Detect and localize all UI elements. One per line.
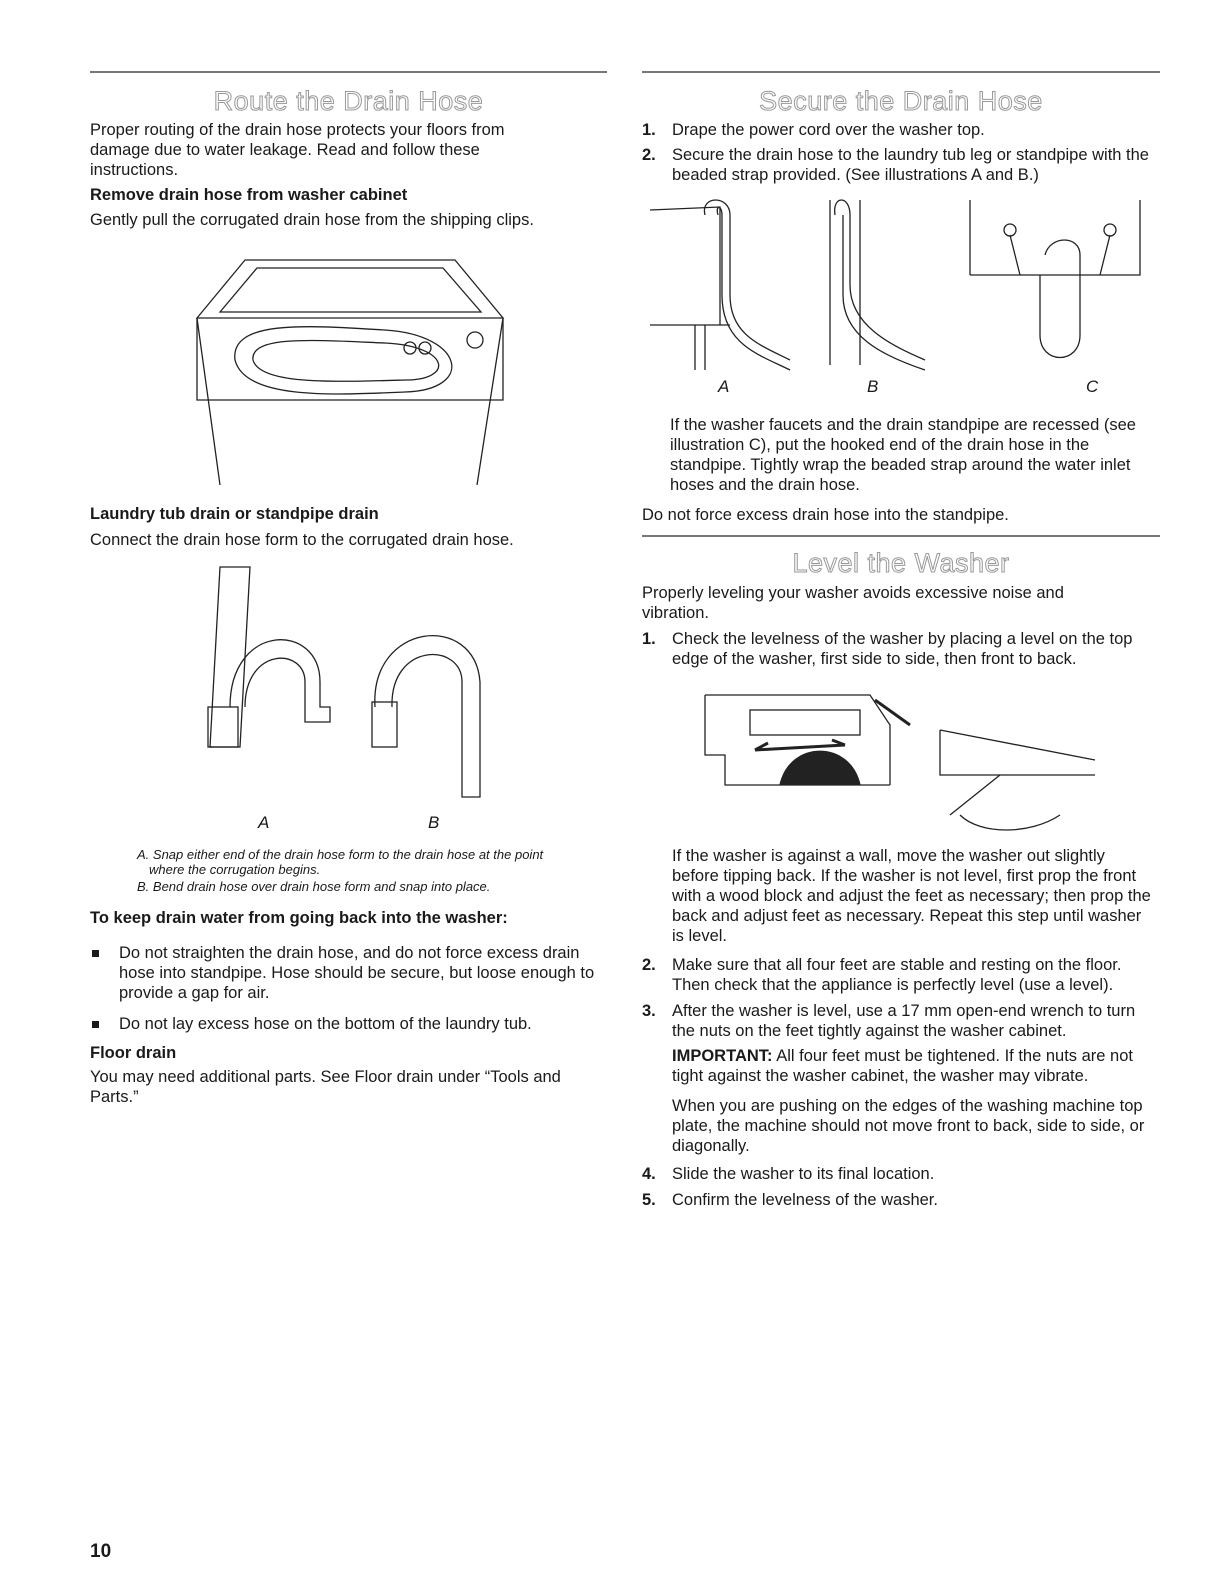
keep-heading: To keep drain water from going back into the washer: [90, 909, 508, 927]
step-text: After the washer is level, use a 17 mm open-end wrench to turn the nuts on the feet tightly against the washer cabinet. [672, 1002, 1136, 1040]
important-label: IMPORTANT: [672, 1047, 773, 1065]
bullet-icon [92, 950, 99, 957]
caption-a: A. Snap either end of the drain hose form to the drain hose at the point where the corrugation begins. [137, 847, 544, 877]
step-text: Confirm the levelness of the washer. [672, 1191, 938, 1209]
step-number: 2. [642, 146, 656, 164]
remove-text: Gently pull the corrugated drain hose from the shipping clips. [90, 211, 534, 229]
floor-text: You may need additional parts. See Floor drain under “Tools and Parts.” [90, 1068, 561, 1106]
level-washer-illustration [700, 685, 1100, 845]
tub-heading: Laundry tub drain or standpipe drain [90, 505, 379, 523]
step-number: 4. [642, 1165, 656, 1183]
section-divider [642, 535, 1160, 537]
wall-text: If the washer is against a wall, move the washer out slightly before tipping back. If the washer is not level, first prop the front with a wood block and adjust the feet as necessary; then prop the back and adjust feet as necessary. Repeat this step until washer is level. [672, 847, 1151, 945]
figure-label-a: A [718, 377, 730, 396]
bullet-icon [92, 1021, 99, 1028]
recessed-text: If the washer faucets and the drain standpipe are recessed (see illustration C), put the hooked end of the drain hose in the standpipe. Tightly wrap the beaded strap around the water inlet hoses and the drain hose. [670, 416, 1136, 494]
step-text: Check the levelness of the washer by placing a level on the top edge of the washer, first side to side, then front to back. [672, 630, 1133, 668]
secure-heading: Secure the Drain Hose [759, 86, 1043, 116]
secure-hose-illustrations [650, 195, 1160, 375]
route-intro: Proper routing of the drain hose protects your floors from damage due to water leakage. Read and follow these instructions. [90, 121, 505, 179]
section-divider [642, 71, 1160, 73]
figure-label-a: A [258, 813, 270, 832]
step-number: 3. [642, 1002, 656, 1020]
step-text: Slide the washer to its final location. [672, 1165, 935, 1183]
bullet-item: Do not lay excess hose on the bottom of the laundry tub. [119, 1015, 532, 1033]
route-heading: Route the Drain Hose [213, 86, 484, 116]
tub-text: Connect the drain hose form to the corrugated drain hose. [90, 531, 514, 549]
washer-hose-illustration [185, 250, 515, 485]
caption-b: B. Bend drain hose over drain hose form and snap into place. [137, 879, 491, 894]
step-number: 5. [642, 1191, 656, 1209]
page-number: 10 [90, 1541, 112, 1562]
important-text: All four feet must be tightened. If the nuts are not tight against the washer cabinet, the washer may vibrate. [672, 1047, 1133, 1085]
step-text: Drape the power cord over the washer top. [672, 121, 985, 139]
step-text: Make sure that all four feet are stable and resting on the floor. Then check that the appliance is perfectly level (use a level). [672, 956, 1122, 994]
remove-heading: Remove drain hose from washer cabinet [90, 186, 408, 204]
figure-label-b: B [428, 813, 440, 832]
pushing-text: When you are pushing on the edges of the washing machine top plate, the machine should not move front to back, side to side, or diagonally. [672, 1097, 1145, 1155]
step-number: 2. [642, 956, 656, 974]
level-heading: Level the Washer [792, 548, 1010, 578]
figure-label-c: C [1086, 377, 1099, 396]
drain-hose-form-illustration [200, 562, 490, 807]
step-text: Secure the drain hose to the laundry tub leg or standpipe with the beaded strap provided. (See illustrations A and B.) [672, 146, 1149, 184]
level-intro: Properly leveling your washer avoids excessive noise and vibration. [642, 584, 1064, 622]
step-number: 1. [642, 121, 656, 139]
bullet-item: Do not straighten the drain hose, and do not force excess drain hose into standpipe. Hose should be secure, but loose enough to provide a gap for air. [119, 944, 595, 1002]
floor-heading: Floor drain [90, 1044, 177, 1062]
important-note [672, 1046, 1160, 1086]
no-force-text: Do not force excess drain hose into the standpipe. [642, 506, 1009, 524]
section-divider [90, 71, 607, 73]
figure-label-b: B [867, 377, 879, 396]
step-number: 1. [642, 630, 656, 648]
